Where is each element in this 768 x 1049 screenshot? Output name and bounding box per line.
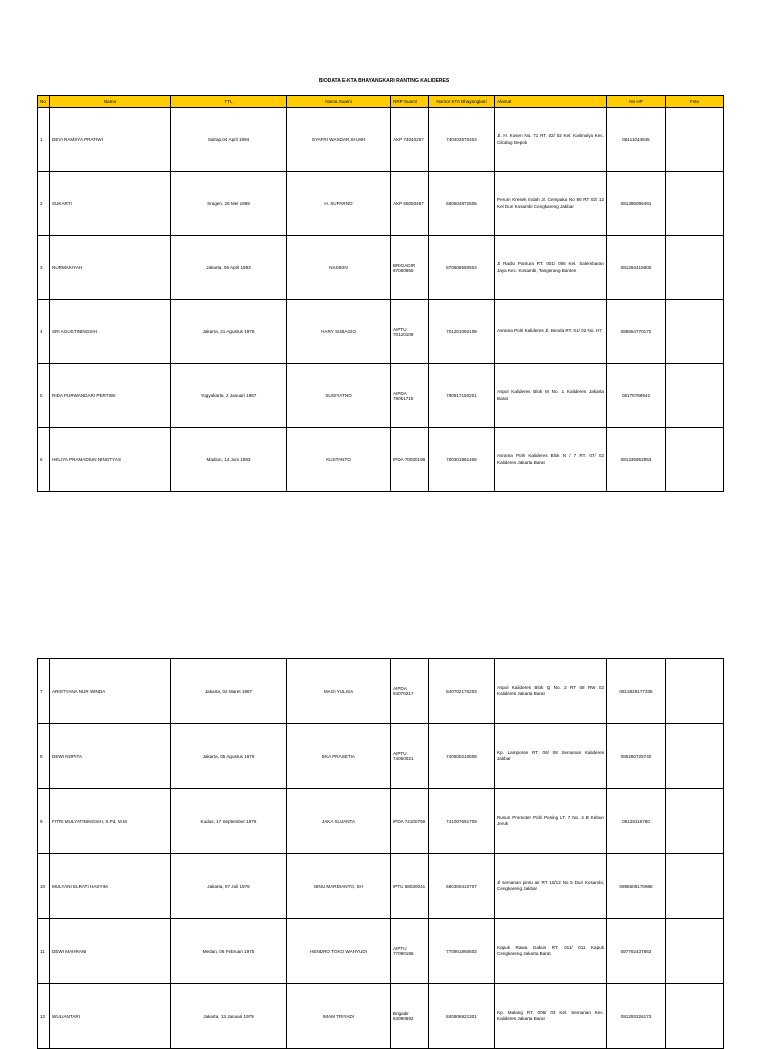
cell-nrp-suami: Brigadir 84090692 (391, 984, 429, 1049)
cell-nrp-suami: AKP 66050487 (391, 172, 429, 236)
cell-foto (666, 236, 724, 300)
cell-no-hp: 085280725740 (607, 724, 666, 789)
cell-alamat: Jl Radio Pantura RT. 001/ 006 Kel. Salembaran Jaya Kec. Kosambi, Tangerang Banten (495, 236, 607, 300)
cell-ttl: Yogyakarta, 2 Januari 1987 (171, 364, 287, 428)
cell-nama-suami: SUGIYATNO (287, 364, 391, 428)
cell-nama: RIDA PURWANDARI PERTIWI (50, 364, 171, 428)
biodata-table-page-1 (37, 95, 724, 492)
cell-nama-suami: IBNU MARDIANTO, SH (287, 854, 391, 919)
cell-no-hp: 08176788942 (607, 364, 666, 428)
col-header-nrp-suami: NRP Suami (391, 96, 429, 108)
cell-nama: DEVI RAMSYA PRATIWI (50, 108, 171, 172)
cell-no: 9 (38, 789, 50, 854)
col-header-nama-suami: Nama Suami (287, 96, 391, 108)
col-header-nama: Nama (50, 96, 171, 108)
cell-nama: DEWI NOPITA (50, 724, 171, 789)
cell-alamat: Jl. H. Kosen No. 71 RT. 02/ 02 Kel. Kalimulya Kec. Cilodog Depok (495, 108, 607, 172)
cell-ttl: Jakarta, 07 Juli 1976 (171, 854, 287, 919)
cell-nama: HELIYA PRAMADIUN NINGTYAS (50, 428, 171, 492)
cell-foto (666, 919, 724, 984)
cell-nama: SUKARTI (50, 172, 171, 236)
cell-nama-suami: HARY SUBAGIO (287, 300, 391, 364)
cell-nama-suami: NASIKIN (287, 236, 391, 300)
cell-no: 1 (38, 108, 50, 172)
cell-nrp-suami: AIPTU 77090186 (391, 919, 429, 984)
cell-no-hp: 081293326173 (607, 984, 666, 1049)
cell-alamat: Kp. Malang RT. 006/ 03 Kel. Semanan Kec. Kalideres Jakarta Barat (495, 984, 607, 1049)
cell-nomor-kta: 741007691709 (429, 789, 495, 854)
cell-nama-suami: JAKA SUJANTA (287, 789, 391, 854)
cell-no: 7 (38, 659, 50, 724)
cell-alamat: Aspol Kalideres Blok M No. 1 Kalideres Jakarta Barat (495, 364, 607, 428)
cell-nomor-kta: 700301981406 (429, 428, 495, 492)
col-header-nomor-kta: Nomor KTA Bhayangkari (429, 96, 495, 108)
cell-nama-suami: MAGI YULISA (287, 659, 391, 724)
table-row (38, 659, 724, 724)
document-title: BIODATA E-KTA BHAYANGKARI RANTING KALIDERES (318, 78, 450, 84)
cell-no: 12 (38, 984, 50, 1049)
cell-alamat: Rusun Promoter Polri Pesing LT. 7 No. 4 B Kebun Jeruk (495, 789, 607, 854)
table-row (38, 172, 724, 236)
col-header-foto: Foto (666, 96, 724, 108)
cell-ttl: Kudus, 17 September 1976 (171, 789, 287, 854)
cell-no-hp: 089654770172 (607, 300, 666, 364)
col-header-ttl: TTL (171, 96, 287, 108)
cell-nama-suami: SYAFRI WASDAR,SH,MH (287, 108, 391, 172)
cell-foto (666, 300, 724, 364)
table-row (38, 724, 724, 789)
cell-alamat: Jl semanan pintu air RT 10/12 No 5 Duri Kosambi, Cengkareng Jakbar (495, 854, 607, 919)
cell-nama-suami: H. SUPARNO (287, 172, 391, 236)
cell-no: 11 (38, 919, 50, 984)
cell-no-hp: 0813829177335 (607, 659, 666, 724)
cell-nama: FITRI MULYATININGSIH, S.Pd, M.M (50, 789, 171, 854)
table-row (38, 428, 724, 492)
cell-nomor-kta: 840702170203 (429, 659, 495, 724)
cell-nama: SRI AGUSTININGSIH (50, 300, 171, 364)
cell-nama-suami: EKA PRASETIA (287, 724, 391, 789)
cell-nomor-kta: 870606550504 (429, 236, 495, 300)
cell-alamat: Asrama Polri Kalideres Blok N / 7 RT. 07/ 02 Kalideres Jakarta Barat (495, 428, 607, 492)
cell-alamat: Kapuk Rawa Gabus RT. 011/ 011 Kapuk Cengkareng Jakarta Barat (495, 919, 607, 984)
cell-nama-suami: IMAM TRIYADI (287, 984, 391, 1049)
cell-no-hp: 08111044945 (607, 108, 666, 172)
cell-no-hp: 081294415600 (607, 236, 666, 300)
table-row (38, 300, 724, 364)
cell-alamat: Aspol Kalideres Blok Q No. 2 RT 08 RW 02 Kalideres Jakarta Barat (495, 659, 607, 724)
cell-foto (666, 659, 724, 724)
cell-foto (666, 108, 724, 172)
table-header-row (38, 96, 724, 108)
table-row (38, 919, 724, 984)
cell-nrp-suami: BRIGADIR 87060655 (391, 236, 429, 300)
cell-no: 5 (38, 364, 50, 428)
cell-nrp-suami: AKP 74040257 (391, 108, 429, 172)
cell-no-hp: 081386096491 (607, 172, 666, 236)
table-row (38, 364, 724, 428)
cell-no: 2 (38, 172, 50, 236)
table-row (38, 984, 724, 1049)
cell-no: 4 (38, 300, 50, 364)
cell-nomor-kta: 770901860602 (429, 919, 495, 984)
cell-ttl: Medan, 06 Februari 1975 (171, 919, 287, 984)
cell-ttl: Sidrap,04 April 1994 (171, 108, 287, 172)
table-row (38, 236, 724, 300)
cell-nrp-suami: AIPTU 74060021 (391, 724, 429, 789)
cell-nrp-suami: IPDA 74100769 (391, 789, 429, 854)
cell-nomor-kta: 740600210508 (429, 724, 495, 789)
cell-nama: ARISTYANA NUR WINDA (50, 659, 171, 724)
cell-no: 10 (38, 854, 50, 919)
col-header-no: No (38, 96, 50, 108)
cell-nrp-suami: IPTU 68030041 (391, 854, 429, 919)
biodata-table-page-2 (37, 658, 724, 1049)
cell-nrp-suami: IPDA 70030198 (391, 428, 429, 492)
cell-nomor-kta: 660504872505 (429, 172, 495, 236)
cell-no: 3 (38, 236, 50, 300)
cell-ttl: Sragen, 25 Mei 1969 (171, 172, 287, 236)
cell-nrp-suami: AIPDA 79051715 (391, 364, 429, 428)
cell-foto (666, 364, 724, 428)
cell-nomor-kta: 790517150201 (429, 364, 495, 428)
cell-ttl: Madiun, 14 Juni 1983 (171, 428, 287, 492)
table-row (38, 108, 724, 172)
cell-foto (666, 984, 724, 1049)
cell-no: 8 (38, 724, 50, 789)
cell-nama: NURMAKIYAH (50, 236, 171, 300)
cell-no-hp: 087782437862 (607, 919, 666, 984)
cell-nama-suami: KUSTANTO (287, 428, 391, 492)
cell-foto (666, 428, 724, 492)
cell-ttl: Jakarta, 21 Agustus 1975 (171, 300, 287, 364)
cell-foto (666, 789, 724, 854)
cell-nomor-kta: 740402570404 (429, 108, 495, 172)
cell-no: 6 (38, 428, 50, 492)
cell-ttl: Jakarta, 05 Agustus 1976 (171, 724, 287, 789)
cell-alamat: Asrama Polri Kalideres Jl. Benda RT. 01/ 02 No. H7 (495, 300, 607, 364)
cell-foto (666, 724, 724, 789)
cell-no-hp: 08128116780 (607, 789, 666, 854)
cell-nomor-kta: 680300410707 (429, 854, 495, 919)
cell-nrp-suami: AIPTU 70120109 (391, 300, 429, 364)
cell-nama: DEWI MAHRANI (50, 919, 171, 984)
cell-no-hp: 081335952953 (607, 428, 666, 492)
table-row (38, 789, 724, 854)
cell-ttl: Jakarta, 13 Januari 1979 (171, 984, 287, 1049)
cell-ttl: Jakarta, 05 April 1993 (171, 236, 287, 300)
table-row (38, 854, 724, 919)
cell-alamat: Kp. Lamporan RT. 06/ 08 Semanan Kalideres Jakbar (495, 724, 607, 789)
cell-nomor-kta: 701201092108 (429, 300, 495, 364)
cell-nomor-kta: 840906921301 (429, 984, 495, 1049)
cell-alamat: Perum Kresek Indah Jl. Cempaka No 90 RT 02/ 12 Kel Duri Kosambi Cengkareng Jakbar (495, 172, 607, 236)
cell-foto (666, 172, 724, 236)
col-header-no-hp: No HP (607, 96, 666, 108)
cell-nama-suami: HENDRO TOKO WAHYUDI (287, 919, 391, 984)
cell-no-hp: 0895606170986 (607, 854, 666, 919)
col-header-alamat: Alamat (495, 96, 607, 108)
cell-foto (666, 854, 724, 919)
cell-nama: MULYANI ELRATI HASYIM (50, 854, 171, 919)
cell-nama: WULIANTARI (50, 984, 171, 1049)
cell-nrp-suami: AIPDA 84070217 (391, 659, 429, 724)
cell-ttl: Jakarta, 02 Maret 1987 (171, 659, 287, 724)
